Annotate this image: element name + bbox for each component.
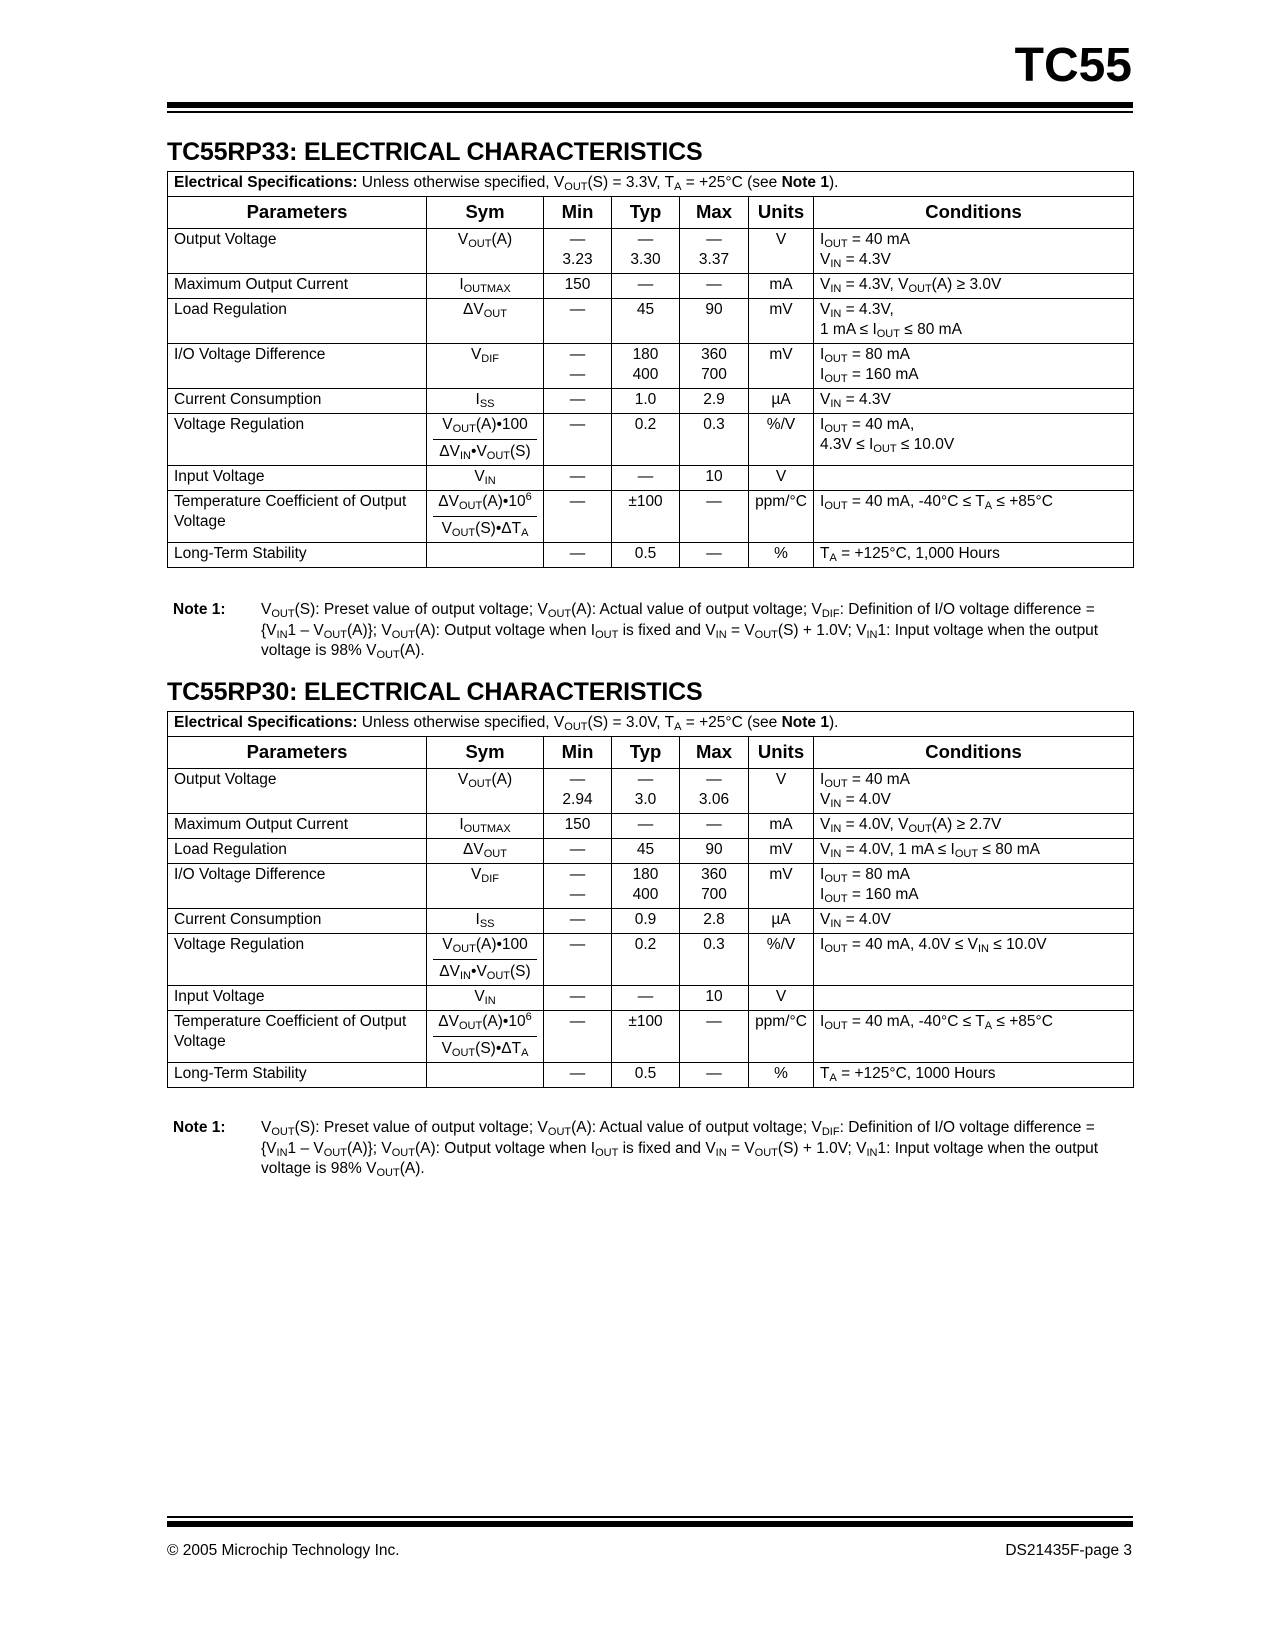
conditions-cell: $V_{IN} = 4.3V$ — [814, 389, 1134, 414]
spec-note-row — [168, 172, 1134, 197]
min-cell: — — [544, 1011, 612, 1063]
col-header-conditions: Conditions — [814, 737, 1134, 769]
note-label: Note 1: — [173, 1119, 226, 1136]
table-footnote — [173, 600, 1133, 662]
conditions-cell: $I_{OUT} = 40$ mA, $4.3V \le I_{OUT} \le 10.0V$ — [814, 414, 1134, 466]
units-cell: µA — [749, 909, 814, 934]
sym-cell: $I_{SS}$ — [427, 909, 544, 934]
sym-cell: $V_{DIF}$ — [427, 864, 544, 909]
footer-rule-thin — [167, 1516, 1133, 1518]
param-cell: Input Voltage — [168, 986, 427, 1011]
spec-note: Electrical Specifications: Unless otherwise specified, $V_{OUT}(S) = 3.3V$, $T_A = +25^\circ C$ (see Note 1). — [168, 172, 1134, 197]
max-cell: — — [680, 543, 749, 568]
min-cell: — 2.94 — [544, 769, 612, 814]
table-row — [168, 769, 1134, 814]
min-cell: — — [544, 466, 612, 491]
typ-cell: 1.0 — [612, 389, 680, 414]
param-cell: Output Voltage — [168, 769, 427, 814]
conditions-cell: $V_{IN} = 4.3V$, 1 mA ≤ $I_{OUT} \le 80$ mA — [814, 299, 1134, 344]
param-cell: Load Regulation — [168, 839, 427, 864]
typ-cell: 180 400 — [612, 864, 680, 909]
conditions-cell: $I_{OUT} = 40$ mA $V_{IN} = 4.0V$ — [814, 769, 1134, 814]
col-header-max: Max — [680, 197, 749, 229]
param-cell: I/O Voltage Difference — [168, 344, 427, 389]
table-row — [168, 414, 1134, 466]
typ-cell: — — [612, 814, 680, 839]
units-cell: mV — [749, 839, 814, 864]
min-cell: — — [544, 1063, 612, 1088]
sym-cell: $V_{DIF}$ — [427, 344, 544, 389]
max-cell: — — [680, 1063, 749, 1088]
param-cell: Temperature Coefficient of Output Voltage — [168, 1011, 427, 1063]
units-cell: mV — [749, 299, 814, 344]
sym-cell: $\Delta V_{OUT}$ — [427, 299, 544, 344]
sym-cell: $V_{IN}$ — [427, 986, 544, 1011]
typ-cell: ±100 — [612, 491, 680, 543]
units-cell: ppm/°C — [749, 1011, 814, 1063]
typ-cell: 180 400 — [612, 344, 680, 389]
section-title-tc55rp33: TC55RP33: ELECTRICAL CHARACTERISTICS — [167, 138, 703, 166]
min-cell: 150 — [544, 274, 612, 299]
typ-cell: 0.2 — [612, 934, 680, 986]
col-header-typ: Typ — [612, 737, 680, 769]
table-row — [168, 934, 1134, 986]
units-cell: mA — [749, 274, 814, 299]
min-cell: — — [544, 299, 612, 344]
units-cell: %/V — [749, 414, 814, 466]
param-cell: Current Consumption — [168, 389, 427, 414]
param-cell: Temperature Coefficient of Output Voltage — [168, 491, 427, 543]
footer-copyright: © 2005 Microchip Technology Inc. — [167, 1542, 400, 1559]
table-row — [168, 1011, 1134, 1063]
min-cell: — — [544, 389, 612, 414]
typ-cell: — 3.0 — [612, 769, 680, 814]
table-row — [168, 344, 1134, 389]
sym-cell: $I_{OUTMAX}$ — [427, 814, 544, 839]
col-header-min: Min — [544, 737, 612, 769]
header-rule — [167, 102, 1133, 108]
table-row — [168, 1063, 1134, 1088]
conditions-cell: $I_{OUT} = 80$ mA $I_{OUT} = 160$ mA — [814, 344, 1134, 389]
units-cell: V — [749, 466, 814, 491]
note-body: $V_{OUT}(S)$: Preset value of output voltage; $V_{OUT}(A)$: Actual value of output voltage; $V_{DIF}$: Definition of I/O voltage difference = $\{V_{IN}1 - V_{OUT}(A)\}$; $V_{OUT}(A)$: Output voltage when $I_{OUT}$ is fixed and $V_{IN} = V_{OUT}(S) + 1.0V$; $V_{IN}1$: Input voltage when the output voltage is 98% $V_{OUT}(A)$. — [261, 601, 1099, 661]
col-header-min: Min — [544, 197, 612, 229]
units-cell: µA — [749, 389, 814, 414]
spec-note: Electrical Specifications: Unless otherwise specified, $V_{OUT}(S) = 3.0V$, $T_A = +25^\circ C$ (see Note 1). — [168, 712, 1134, 737]
max-cell: 2.9 — [680, 389, 749, 414]
col-header-typ: Typ — [612, 197, 680, 229]
table-row — [168, 986, 1134, 1011]
units-cell: V — [749, 769, 814, 814]
conditions-cell — [814, 466, 1134, 491]
param-cell: Long-Term Stability — [168, 543, 427, 568]
typ-cell: — — [612, 986, 680, 1011]
conditions-cell: $V_{IN} = 4.0V$, 1 mA ≤ $I_{OUT} \le 80$ mA — [814, 839, 1134, 864]
table-row — [168, 299, 1134, 344]
units-cell: % — [749, 1063, 814, 1088]
col-header-sym: Sym — [427, 737, 544, 769]
page-header-title: TC55 — [1014, 39, 1132, 92]
max-cell: 0.3 — [680, 934, 749, 986]
max-cell: 0.3 — [680, 414, 749, 466]
sym-cell — [427, 543, 544, 568]
max-cell: 2.8 — [680, 909, 749, 934]
param-cell: Maximum Output Current — [168, 814, 427, 839]
table-row — [168, 466, 1134, 491]
conditions-cell: $I_{OUT} = 40$ mA, $4.0V \le V_{IN} \le 10.0V$ — [814, 934, 1134, 986]
param-cell: Long-Term Stability — [168, 1063, 427, 1088]
typ-cell: — — [612, 466, 680, 491]
min-cell: — — [544, 909, 612, 934]
col-header-max: Max — [680, 737, 749, 769]
table-row — [168, 543, 1134, 568]
note-label: Note 1: — [173, 601, 226, 618]
min-cell: — — [544, 839, 612, 864]
column-header-row — [168, 197, 1134, 229]
sym-cell: $\Delta V_{OUT}$ — [427, 839, 544, 864]
min-cell: — — [544, 934, 612, 986]
table-row — [168, 389, 1134, 414]
spec-table-tc55rp30 — [167, 711, 1134, 1088]
param-cell: Load Regulation — [168, 299, 427, 344]
max-cell: 360 700 — [680, 344, 749, 389]
typ-cell: 0.5 — [612, 1063, 680, 1088]
conditions-cell: $I_{OUT} = 40$ mA $V_{IN} = 4.3V$ — [814, 229, 1134, 274]
max-cell: — — [680, 814, 749, 839]
max-cell: 90 — [680, 839, 749, 864]
min-cell: — — — [544, 864, 612, 909]
spec-table-tc55rp33 — [167, 171, 1134, 568]
min-cell: 150 — [544, 814, 612, 839]
min-cell: — — — [544, 344, 612, 389]
footer-rule — [167, 1521, 1133, 1527]
max-cell: — — [680, 491, 749, 543]
sym-cell: $I_{OUTMAX}$ — [427, 274, 544, 299]
typ-cell: ±100 — [612, 1011, 680, 1063]
sym-cell: $V_{OUT}(A)$ — [427, 229, 544, 274]
param-cell: Maximum Output Current — [168, 274, 427, 299]
table-row — [168, 864, 1134, 909]
min-cell: — — [544, 986, 612, 1011]
table-row — [168, 909, 1134, 934]
conditions-cell: $T_A = +125^\circ C$, 1000 Hours — [814, 1063, 1134, 1088]
param-cell: Output Voltage — [168, 229, 427, 274]
sym-cell: $V_{OUT}(A)$ — [427, 769, 544, 814]
sym-cell: $\Delta V_{OUT}(A)•10^6$ $V_{OUT}(S)•\Delta T_A$ — [427, 1011, 544, 1063]
param-cell: Input Voltage — [168, 466, 427, 491]
conditions-cell: $V_{IN} = 4.3V$, $V_{OUT}(A) \ge 3.0V$ — [814, 274, 1134, 299]
units-cell: mA — [749, 814, 814, 839]
min-cell: — — [544, 491, 612, 543]
conditions-cell — [814, 986, 1134, 1011]
section-title-tc55rp30: TC55RP30: ELECTRICAL CHARACTERISTICS — [167, 678, 703, 706]
typ-cell: — 3.30 — [612, 229, 680, 274]
typ-cell: 45 — [612, 839, 680, 864]
table-row — [168, 491, 1134, 543]
units-cell: V — [749, 986, 814, 1011]
max-cell: 10 — [680, 466, 749, 491]
table-row — [168, 839, 1134, 864]
max-cell: 360 700 — [680, 864, 749, 909]
param-cell: I/O Voltage Difference — [168, 864, 427, 909]
column-header-row — [168, 737, 1134, 769]
min-cell: — 3.23 — [544, 229, 612, 274]
units-cell: V — [749, 229, 814, 274]
col-header-conditions: Conditions — [814, 197, 1134, 229]
param-cell: Voltage Regulation — [168, 934, 427, 986]
sym-cell: $\Delta V_{OUT}(A)•10^6$ $V_{OUT}(S)•\Delta T_A$ — [427, 491, 544, 543]
max-cell: 90 — [680, 299, 749, 344]
header-rule-thin — [167, 111, 1133, 113]
col-header-units: Units — [749, 737, 814, 769]
conditions-cell: $T_A = +125^\circ C$, 1,000 Hours — [814, 543, 1134, 568]
max-cell: — 3.37 — [680, 229, 749, 274]
min-cell: — — [544, 414, 612, 466]
sym-cell: $V_{OUT}(A)•100$ $\Delta V_{IN}•V_{OUT}(S)$ — [427, 934, 544, 986]
conditions-cell: $I_{OUT} = 40$ mA, $-40^\circ C \le T_A \le +85^\circ C$ — [814, 491, 1134, 543]
conditions-cell: $I_{OUT} = 80$ mA $I_{OUT} = 160$ mA — [814, 864, 1134, 909]
units-cell: mV — [749, 864, 814, 909]
col-header-parameters: Parameters — [168, 197, 427, 229]
table-footnote — [173, 1118, 1133, 1180]
units-cell: ppm/°C — [749, 491, 814, 543]
param-cell: Voltage Regulation — [168, 414, 427, 466]
max-cell: 10 — [680, 986, 749, 1011]
units-cell: % — [749, 543, 814, 568]
sym-cell: $V_{IN}$ — [427, 466, 544, 491]
max-cell: — — [680, 1011, 749, 1063]
conditions-cell: $V_{IN} = 4.0V$, $V_{OUT}(A) \ge 2.7V$ — [814, 814, 1134, 839]
sym-cell — [427, 1063, 544, 1088]
typ-cell: — — [612, 274, 680, 299]
sym-cell: $I_{SS}$ — [427, 389, 544, 414]
sym-cell: $V_{OUT}(A)•100$ $\Delta V_{IN}•V_{OUT}(S)$ — [427, 414, 544, 466]
conditions-cell: $I_{OUT} = 40$ mA, $-40^\circ C \le T_A \le +85^\circ C$ — [814, 1011, 1134, 1063]
typ-cell: 0.9 — [612, 909, 680, 934]
col-header-parameters: Parameters — [168, 737, 427, 769]
col-header-sym: Sym — [427, 197, 544, 229]
max-cell: — — [680, 274, 749, 299]
units-cell: mV — [749, 344, 814, 389]
typ-cell: 0.2 — [612, 414, 680, 466]
table-row — [168, 274, 1134, 299]
param-cell: Current Consumption — [168, 909, 427, 934]
table-row — [168, 814, 1134, 839]
table-row — [168, 229, 1134, 274]
col-header-units: Units — [749, 197, 814, 229]
note-body: $V_{OUT}(S)$: Preset value of output voltage; $V_{OUT}(A)$: Actual value of output voltage; $V_{DIF}$: Definition of I/O voltage difference = $\{V_{IN}1 - V_{OUT}(A)\}$; $V_{OUT}(A)$: Output voltage when $I_{OUT}$ is fixed and $V_{IN} = V_{OUT}(S) + 1.0V$; $V_{IN}1$: Input voltage when the output voltage is 98% $V_{OUT}(A)$. — [261, 1119, 1099, 1179]
typ-cell: 0.5 — [612, 543, 680, 568]
units-cell: %/V — [749, 934, 814, 986]
conditions-cell: $V_{IN} = 4.0V$ — [814, 909, 1134, 934]
typ-cell: 45 — [612, 299, 680, 344]
max-cell: — 3.06 — [680, 769, 749, 814]
spec-note-row — [168, 712, 1134, 737]
min-cell: — — [544, 543, 612, 568]
footer-page-number: DS21435F-page 3 — [1005, 1542, 1132, 1559]
